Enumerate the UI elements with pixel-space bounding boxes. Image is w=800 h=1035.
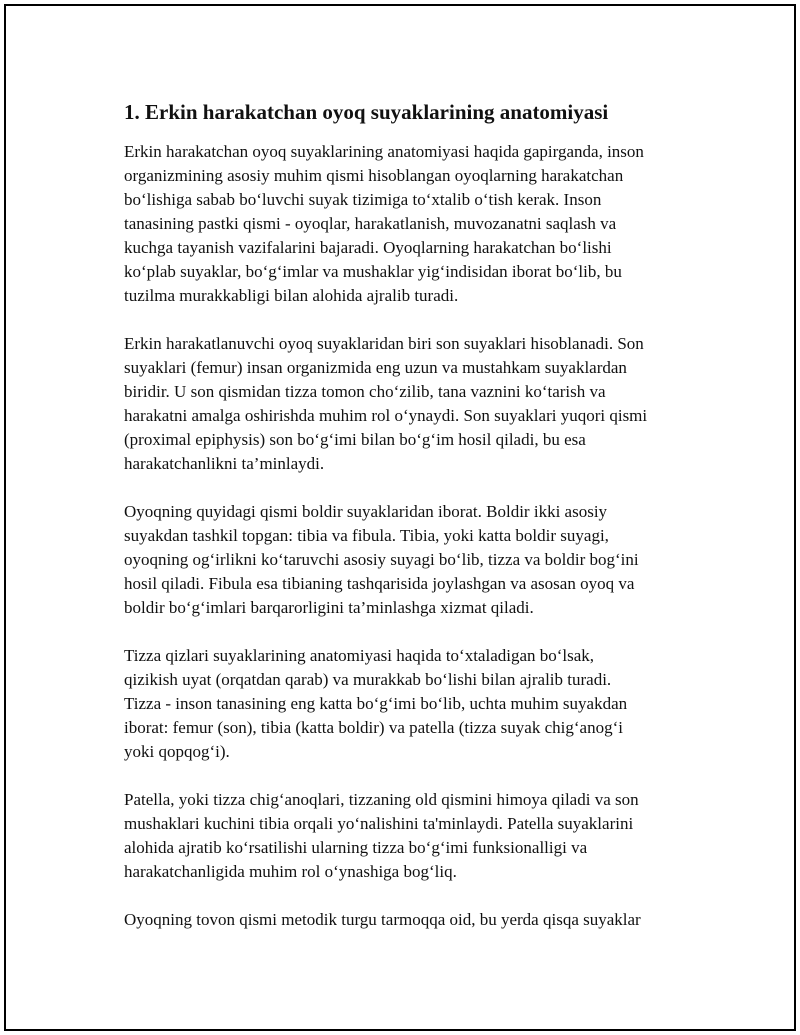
paragraph-line: boldir bo‘g‘imlari barqarorligini ta’minlashga xizmat qiladi. [124, 598, 534, 617]
paragraph [124, 500, 704, 620]
paragraph [124, 788, 704, 884]
paragraph [124, 908, 704, 932]
paragraph-line: organizmining asosiy muhim qismi hisoblangan oyoqlarning harakatchan [124, 166, 624, 185]
paragraph-line: Oyoqning quyidagi qismi boldir suyaklaridan iborat. Boldir ikki asosiy [124, 502, 608, 521]
paragraph-line: (proximal epiphysis) son bo‘g‘imi bilan bo‘g‘im hosil qiladi, bu esa [124, 430, 586, 449]
paragraph-line: biridir. U son qismidan tizza tomon cho‘zilib, tana vaznini ko‘tarish va [124, 382, 606, 401]
paragraph-line: harakatchanligida muhim rol o‘ynashiga bog‘liq. [124, 862, 457, 881]
paragraph-line: yoki qopqog‘i). [124, 742, 230, 761]
paragraph-line: oyoqning og‘irlikni ko‘taruvchi asosiy suyagi bo‘lib, tizza va boldir bog‘ini [124, 550, 639, 569]
paragraph [124, 332, 704, 476]
paragraph-line: Tizza qizlari suyaklarining anatomiyasi haqida to‘xtaladigan bo‘lsak, [124, 646, 595, 665]
paragraph-list [124, 140, 704, 932]
paragraph-line: ko‘plab suyaklar, bo‘g‘imlar va mushaklar yig‘indisidan iborat bo‘lib, bu [124, 262, 622, 281]
paragraph-line: Erkin harakatchan oyoq suyaklarining anatomiyasi haqida gapirganda, inson [124, 142, 644, 161]
paragraph-line: suyakdan tashkil topgan: tibia va fibula. Tibia, yoki katta boldir suyagi, [124, 526, 609, 545]
paragraph-line: Oyoqning tovon qismi metodik turgu tarmoqqa oid, bu yerda qisqa suyaklar [124, 910, 641, 929]
paragraph-line: hosil qiladi. Fibula esa tibianing tashqarisida joylashgan va asosan oyoq va [124, 574, 635, 593]
paragraph-line: tuzilma murakkabligi bilan alohida ajralib turadi. [124, 286, 459, 305]
paragraph [124, 644, 704, 764]
paragraph-line: harakatchanlikni ta’minlaydi. [124, 454, 325, 473]
paragraph-line: kuchga tayanish vazifalarini bajaradi. Oyoqlarning harakatchan bo‘lishi [124, 238, 612, 257]
paragraph-line: suyaklari (femur) insan organizmida eng uzun va mustahkam suyaklardan [124, 358, 627, 377]
paragraph [124, 140, 704, 308]
document-body [124, 98, 704, 956]
paragraph-line: tanasining pastki qismi - oyoqlar, harakatlanish, muvozanatni saqlash va [124, 214, 617, 233]
paragraph-line: harakatni amalga oshirishda muhim rol o‘ynaydi. Son suyaklari yuqori qismi [124, 406, 648, 425]
paragraph-line: alohida ajratib ko‘rsatilishi ularning tizza bo‘g‘imi funksionalligi va [124, 838, 588, 857]
paragraph-line: qizikish uyat (orqatdan qarab) va murakkab bo‘lishi bilan ajralib turadi. [124, 670, 612, 689]
paragraph-line: Erkin harakatlanuvchi oyoq suyaklaridan biri son suyaklari hisoblanadi. Son [124, 334, 644, 353]
paragraph-line: bo‘lishiga sabab bo‘luvchi suyak tizimiga to‘xtalib o‘tish kerak. Inson [124, 190, 602, 209]
document-title: 1. Erkin harakatchan oyoq suyaklarining anatomiyasi [124, 100, 609, 124]
paragraph-line: iborat: femur (son), tibia (katta boldir) va patella (tizza suyak chig‘anog‘i [124, 718, 623, 737]
paragraph-line: Patella, yoki tizza chig‘anoqlari, tizzaning old qismini himoya qiladi va son [124, 790, 639, 809]
paragraph-line: Tizza - inson tanasining eng katta bo‘g‘imi bo‘lib, uchta muhim suyakdan [124, 694, 628, 713]
paragraph-line: mushaklari kuchini tibia orqali yo‘nalishini ta'minlaydi. Patella suyaklarini [124, 814, 634, 833]
page-frame [4, 4, 796, 1031]
